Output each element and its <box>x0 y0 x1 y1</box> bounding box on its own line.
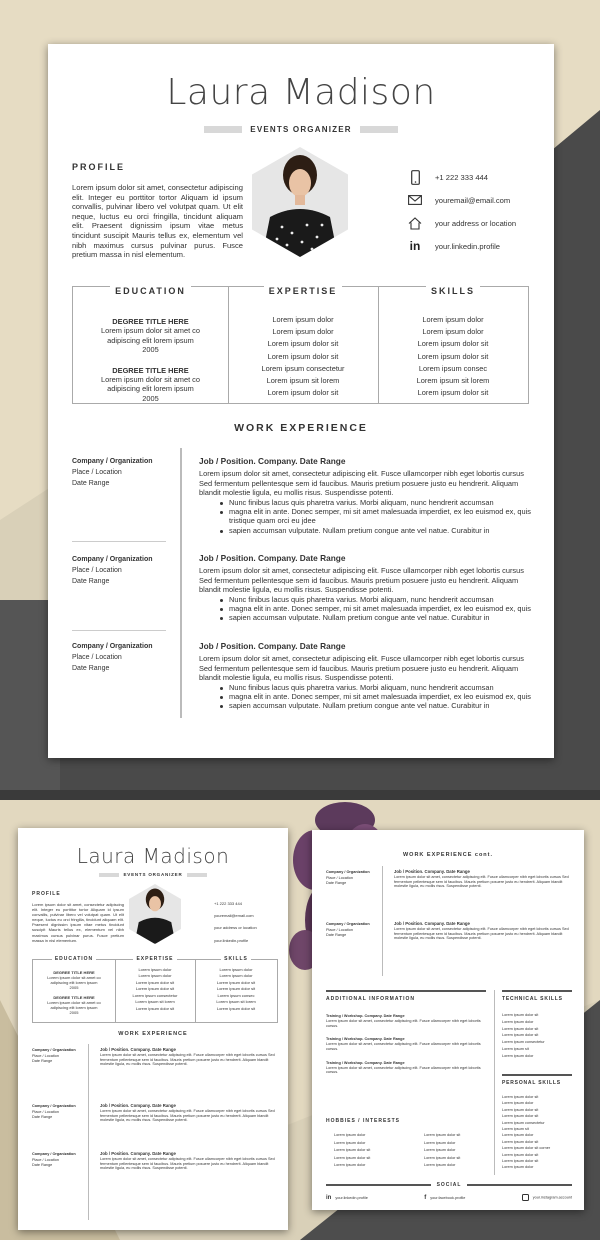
education-column <box>33 956 116 1022</box>
facebook-icon: f <box>424 1194 427 1201</box>
additional-title: ADDITIONAL INFORMATION <box>326 996 416 1002</box>
training-list <box>326 1014 486 1075</box>
email-text[interactable]: youremail@email.com <box>435 195 511 205</box>
social-instagram-text: your.instagram.account <box>532 1195 572 1200</box>
linkedin-text: your.linkedin.profile <box>214 937 249 943</box>
tech-skill-item: Lorem ipsum dolor sit <box>502 1033 539 1038</box>
job-company: Company / Organization <box>72 556 153 563</box>
job-detail <box>100 1048 276 1067</box>
expertise-item: Lorem ipsum dolor <box>138 966 172 972</box>
expertise-item: Lorem ipsum dolor sit <box>267 339 339 349</box>
job-description: Lorem ipsum dolor sit amet, consectetur adipiscing elit. Fusce ullamcorper nibh eget lobortis cursus Sed fermentum pellentesque sem id faucibus. Mauris pretium posuere justo eu hendrerit. Aliquam blandit molestie ligula, eu mollis risus. Suspendisse potenti. <box>100 1156 275 1171</box>
job-company: Company / Organization <box>72 643 153 650</box>
job-detail <box>394 922 572 941</box>
hobbies-right <box>424 1132 460 1170</box>
job-company: Company / Organization <box>32 1048 76 1052</box>
personal-skill-item: Lorem ipsum dolor sit <box>502 1107 539 1112</box>
job-bullet: magna elit in ante. Donec semper, mi sit amet malesuada imperdiet, ex leo euismod ex, quis tristique quam orci eu jdee <box>229 507 534 526</box>
training-text: Lorem ipsum dolor sit amet, consectetur adipiscing elit. Fusce ullamcorper nibh eget lobortis cursus. <box>326 1018 481 1028</box>
skill-item: Lorem ipsum dolor sit <box>216 986 256 991</box>
job-detail <box>199 554 534 623</box>
degree-line: Lorem ipsum dolor sit amet co <box>47 975 101 980</box>
side-divider <box>494 990 495 1175</box>
personal-skill-item: Lorem ipsum dolor <box>502 1133 534 1138</box>
job-date: Date Range <box>32 1163 53 1167</box>
skills-column <box>378 287 528 403</box>
job-date: Date Range <box>72 479 110 487</box>
education-item <box>73 366 228 404</box>
work-experience-title: WORK EXPERIENCE <box>118 1031 188 1037</box>
resume-page-preview-2 <box>312 830 584 1210</box>
education-column <box>73 287 229 403</box>
job-description: Lorem ipsum dolor sit amet, consectetur adipiscing elit. Fusce ullamcorper nibh eget lobortis cursus Sed fermentum pellentesque sem id faucibus. Mauris pretium posuere justo eu hendrerit. Aliquam blandit molestie ligula, eu mollis risus. Suspendisse potenti. <box>394 926 569 941</box>
skills-title: SKILLS <box>221 956 251 963</box>
role-label: EVENTS ORGANIZER <box>123 872 183 877</box>
job-company: Company / Organization <box>326 870 370 874</box>
personal-skills-list <box>502 1094 550 1171</box>
job-meta <box>32 1048 76 1065</box>
job-meta <box>72 457 153 489</box>
skill-item: Lorem ipsum dolor sit <box>417 339 489 349</box>
degree-title: DEGREE TITLE HERE <box>112 317 189 326</box>
job-place: Place / Location <box>72 653 122 661</box>
hobby-item: Lorem ipsum dolor <box>334 1140 366 1145</box>
expertise-column <box>115 956 196 1022</box>
job-company: Company / Organization <box>32 1152 76 1156</box>
contact-phone <box>408 170 488 185</box>
hobbies-title: HOBBIES / INTERESTS <box>326 1118 401 1124</box>
expertise-item: Lorem ipsum dolor <box>272 315 334 324</box>
skill-item: Lorem ipsum dolor sit <box>216 1005 256 1011</box>
job-description: Lorem ipsum dolor sit amet, consectetur adipiscing elit. Fusce ullamcorper nibh eget lobortis cursus Sed fermentum pellentesque sem id faucibus. Mauris pretium posuere justo eu hendrerit. Aliquam blandit molestie ligula, eu mollis risus. Suspendisse potenti. <box>199 566 524 595</box>
address-text: your address or location <box>435 219 517 228</box>
job-description: Lorem ipsum dolor sit amet, consectetur adipiscing elit. Fusce ullamcorper nibh eget lobortis cursus Sed fermentum pellentesque sem id faucibus. Mauris pretium posuere justo eu hendrerit. Aliquam blandit molestie ligula, eu mollis risus. Suspendisse potenti. <box>394 874 569 889</box>
hobby-item: Lorem ipsum dolor sit <box>334 1148 371 1152</box>
expertise-item: Lorem ipsum dolor <box>138 973 172 978</box>
job-bullet: sapien accumsan vulputate. Nullam pretium congue ante vel natue. Curabitur in <box>229 526 534 535</box>
expertise-title: EXPERTISE <box>133 956 176 963</box>
resume-role <box>48 125 554 134</box>
instagram-icon <box>522 1194 529 1201</box>
work-divider <box>88 1044 89 1220</box>
personal-skill-item: Lorem ipsum dolor sit <box>502 1114 539 1119</box>
hobby-item: Lorem ipsum dolor sit <box>334 1155 371 1160</box>
job-bullet: sapien accumsan vulputate. Nullam pretium congue ante vel natue. Curabitur in <box>229 613 534 622</box>
work-cont-title: WORK EXPERIENCE cont. <box>402 852 494 858</box>
job-separator <box>72 541 166 542</box>
additional-rule <box>326 990 486 992</box>
work-experience-title: WORK EXPERIENCE <box>234 422 368 434</box>
profile-photo <box>129 884 181 944</box>
job-meta <box>32 1104 76 1121</box>
tech-skills-list <box>502 1012 545 1060</box>
skill-item: Lorem ipsum consec <box>217 992 255 998</box>
job-place: Place / Location <box>32 1109 60 1114</box>
job-place: Place / Location <box>32 1053 60 1058</box>
expertise-item: Lorem ipsum consectetur <box>261 363 345 373</box>
home-icon <box>408 217 422 230</box>
job-title: Job / Position. Company. Date Range <box>394 869 470 874</box>
phone-icon <box>408 170 422 185</box>
personal-skill-item: Lorem ipsum dolor <box>502 1165 534 1170</box>
degree-line: adipiscing elit lorem ipsum <box>50 980 98 985</box>
social-linkedin[interactable] <box>326 1195 368 1201</box>
profile-photo <box>252 147 348 257</box>
education-expertise-skills-box <box>72 286 529 404</box>
education-title: EDUCATION <box>52 957 96 962</box>
hobby-item: Lorem ipsum dolor sit <box>424 1133 461 1137</box>
resume-name: Laura Madison <box>76 844 230 868</box>
job-bullet: Nunc finibus lacus quis pharetra varius. Morbi aliquam, nunc hendrerit accumsan <box>229 498 534 507</box>
hobby-item: Lorem ipsum dolor <box>424 1140 456 1145</box>
skill-item: Lorem ipsum consec <box>418 363 488 373</box>
job-place: Place / Location <box>72 566 122 574</box>
job-bullet: Nunc finibus lacus quis pharetra varius. Morbi aliquam, nunc hendrerit accumsan <box>229 683 534 692</box>
job-detail <box>394 870 572 889</box>
job-meta <box>72 642 153 674</box>
job-title: Job / Position. Company. Date Range <box>100 1047 176 1052</box>
expertise-title: EXPERTISE <box>264 286 343 296</box>
hobby-item: Lorem ipsum dolor <box>424 1163 456 1167</box>
expertise-item: Lorem ipsum sit lorem <box>266 376 340 386</box>
degree-line: adipiscing elit lorem ipsum <box>107 335 194 345</box>
personal-skill-item: Lorem ipsum consectetur <box>502 1120 545 1125</box>
personal-skills-title: PERSONAL SKILLS <box>502 1080 561 1086</box>
job-separator <box>72 630 166 631</box>
job-meta <box>326 922 370 939</box>
tech-skill-item: Lorem ipsum dolor sit <box>502 1026 539 1031</box>
degree-line: Lorem ipsum dolor sit amet co <box>47 1000 101 1005</box>
skill-item: Lorem ipsum dolor sit <box>417 388 489 398</box>
contact-list <box>214 898 257 947</box>
degree-title: DEGREE TITLE HERE <box>53 995 95 1000</box>
education-item <box>73 317 228 355</box>
personal-skill-item: Lorem ipsum dolor sit <box>502 1139 539 1144</box>
skills-column <box>195 956 277 1022</box>
personal-skill-item: Lorem ipsum dolor sit corner <box>502 1146 551 1151</box>
expertise-item: Lorem ipsum dolor <box>272 327 334 337</box>
expertise-item: Lorem ipsum sit lorem <box>135 999 175 1004</box>
role-label: EVENTS ORGANIZER <box>250 125 352 134</box>
education-expertise-skills-box <box>32 956 278 1023</box>
skills-title: SKILLS <box>426 286 480 296</box>
tech-skill-item: Lorem ipsum dolor <box>502 1019 534 1024</box>
expertise-item: Lorem ipsum dolor sit <box>135 1005 175 1011</box>
personal-skill-item: Lorem ipsum dolor sit <box>502 1159 539 1164</box>
degree-year: 2005 <box>69 985 79 990</box>
job-title: Job / Position. Company. Date Range <box>394 921 470 926</box>
degree-title: DEGREE TITLE HERE <box>53 970 95 975</box>
profile-title: PROFILE <box>72 162 126 172</box>
job-place: Place / Location <box>326 875 354 880</box>
resume-role <box>18 872 288 877</box>
skill-item: Lorem ipsum dolor <box>219 966 253 972</box>
skill-item: Lorem ipsum dolor sit <box>417 351 489 361</box>
social-instagram[interactable] <box>522 1194 572 1201</box>
social-header <box>326 1182 572 1188</box>
social-facebook[interactable] <box>424 1195 465 1201</box>
degree-year: 2005 <box>142 345 159 355</box>
training-title: Training / Workshop. Company. Date Range <box>326 1014 405 1018</box>
training-text: Lorem ipsum dolor sit amet, consectetur adipiscing elit. Fusce ullamcorper nibh eget lobortis cursus. <box>326 1042 481 1051</box>
job-detail <box>100 1152 276 1171</box>
expertise-item: Lorem ipsum dolor sit <box>135 979 175 985</box>
skill-item: Lorem ipsum sit lorem <box>216 999 256 1004</box>
personal-skill-item: Lorem ipsum sit <box>502 1127 529 1132</box>
degree-title: DEGREE TITLE HERE <box>112 365 189 375</box>
expertise-item: Lorem ipsum dolor sit <box>267 388 339 398</box>
skill-item: Lorem ipsum dolor <box>422 315 484 324</box>
job-company: Company / Organization <box>326 922 370 926</box>
expertise-item: Lorem ipsum dolor sit <box>267 351 339 361</box>
job-title: Job / Position. Company. Date Range <box>199 456 346 466</box>
job-date: Date Range <box>72 577 110 585</box>
resume-page-main <box>48 44 554 758</box>
profile-text: Lorem ipsum dolor sit amet, consectetur adipiscing elit. Integer eu porttitor tortor Aliquam id ipsum convallis, pulvinar libero vel volutpat quam. Ut elit neque, luctus eu orci fringilla, tincidunt aliquam elit. Praesent dignissim ipsum vitae metus tincidunt suscipit Mauris tellus ex, elementum vel nibh maximus cursus pulvinar purus. Fusce pretium massa in nisl elementum. <box>32 902 124 943</box>
hobby-item: Lorem ipsum dolor <box>334 1133 366 1137</box>
job-meta <box>326 870 370 887</box>
job-title: Job / Position. Company. Date Range <box>199 553 346 563</box>
contact-email <box>408 195 510 205</box>
degree-line: Lorem ipsum dolor sit amet co <box>101 375 200 385</box>
job-place: Place / Location <box>32 1157 60 1162</box>
profile-text: Lorem ipsum dolor sit amet, consectetur adipiscing elit. Integer eu porttitor tortor Aliquam id ipsum convallis, pulvinar libero vel volutpat quam. Ut elit neque, luctus eu orci fringilla, tincidunt aliquam elit. Praesent dignissim ipsum vitae metus tincidunt suscipit Mauris tellus ex, elementum vel nibh maximus cursus pulvinar purus. Fusce pretium massa in nisl elementum. <box>72 183 243 260</box>
degree-line: Lorem ipsum dolor sit amet co <box>101 326 200 336</box>
job-date: Date Range <box>32 1115 53 1119</box>
hobby-item: Lorem ipsum dolor <box>334 1163 366 1167</box>
training-title: Training / Workshop. Company. Date Range <box>326 1060 405 1065</box>
linkedin-icon: in <box>409 239 421 253</box>
address-text: your address or location <box>214 925 257 931</box>
contact-linkedin <box>408 239 500 253</box>
job-date: Date Range <box>72 664 110 672</box>
expertise-column <box>228 287 379 403</box>
email-text: youremail@email.com <box>214 913 254 919</box>
skill-item: Lorem ipsum dolor <box>219 973 253 978</box>
job-company: Company / Organization <box>32 1104 76 1108</box>
skill-item: Lorem ipsum sit lorem <box>416 376 490 386</box>
profile-title: PROFILE <box>32 891 61 897</box>
expertise-item: Lorem ipsum dolor sit <box>135 986 175 991</box>
job-title: Job / Position. Company. Date Range <box>199 641 346 651</box>
personal-skill-item: Lorem ipsum dolor sit <box>502 1152 539 1157</box>
tech-skill-item: Lorem ipsum dolor <box>502 1053 534 1058</box>
degree-year: 2005 <box>69 1010 79 1015</box>
linkedin-text[interactable]: your.linkedin.profile <box>435 241 501 251</box>
hobby-item: Lorem ipsum dolor <box>424 1148 456 1152</box>
degree-year: 2005 <box>142 393 159 403</box>
job-bullet: sapien accumsan vulputate. Nullam pretium congue ante vel natue. Curabitur in <box>229 701 534 710</box>
work-divider <box>180 448 182 718</box>
job-bullet: magna elit in ante. Donec semper, mi sit amet malesuada imperdiet, ex leo euismod ex, quis <box>229 692 534 701</box>
education-title: EDUCATION <box>110 286 191 296</box>
job-description: Lorem ipsum dolor sit amet, consectetur adipiscing elit. Fusce ullamcorper nibh eget lobortis cursus Sed fermentum pellentesque sem id faucibus. Mauris pretium posuere justo eu hendrerit. Aliquam blandit molestie ligula, eu mollis risus. Suspendisse potenti. <box>199 469 524 498</box>
linkedin-icon: in <box>326 1194 332 1201</box>
job-date: Date Range <box>326 933 347 937</box>
tech-rule <box>502 990 572 992</box>
hobbies-left <box>334 1132 370 1170</box>
job-date: Date Range <box>326 881 347 885</box>
job-title: Job / Position. Company. Date Range <box>100 1151 176 1156</box>
training-title: Training / Workshop. Company. Date Range <box>326 1037 405 1042</box>
tech-skills-title: TECHNICAL SKILLS <box>502 996 563 1002</box>
job-company: Company / Organization <box>72 458 153 465</box>
job-date: Date Range <box>32 1059 53 1063</box>
job-place: Place / Location <box>72 468 122 476</box>
personal-skill-item: Lorem ipsum dolor <box>502 1101 534 1106</box>
job-detail <box>100 1104 276 1123</box>
skill-item: Lorem ipsum dolor sit <box>216 979 256 985</box>
degree-line: adipiscing elit lorem ipsum <box>107 384 194 394</box>
job-bullet: magna elit in ante. Donec semper, mi sit amet malesuada imperdiet, ex leo euismod ex, quis <box>229 604 534 613</box>
job-description: Lorem ipsum dolor sit amet, consectetur adipiscing elit. Fusce ullamcorper nibh eget lobortis cursus Sed fermentum pellentesque sem id faucibus. Mauris pretium posuere justo eu hendrerit. Aliquam blandit molestie ligula, eu mollis risus. Suspendisse potenti. <box>100 1052 275 1067</box>
work-divider <box>382 866 383 976</box>
job-description: Lorem ipsum dolor sit amet, consectetur adipiscing elit. Fusce ullamcorper nibh eget lobortis cursus Sed fermentum pellentesque sem id faucibus. Mauris pretium posuere justo eu hendrerit. Aliquam blandit molestie ligula, eu mollis risus. Suspendisse potenti. <box>100 1108 275 1123</box>
email-icon <box>408 195 422 205</box>
contact-address <box>408 217 516 230</box>
social-linkedin-text: your.linkedin.profile <box>335 1195 368 1200</box>
resume-page-preview-1 <box>18 828 288 1230</box>
social-links <box>326 1194 572 1201</box>
hobby-item: Lorem ipsum dolor sit <box>424 1155 461 1160</box>
expertise-item: Lorem ipsum consectetur <box>132 992 178 998</box>
tech-skill-item: Lorem ipsum consectetur <box>502 1040 545 1045</box>
job-title: Job / Position. Company. Date Range <box>100 1103 176 1108</box>
job-meta <box>32 1152 76 1169</box>
degree-line: adipiscing elit lorem ipsum <box>50 1005 98 1010</box>
job-place: Place / Location <box>326 927 354 932</box>
training-text: Lorem ipsum dolor sit amet, consectetur adipiscing elit. Fusce ullamcorper nibh eget lobortis cursus. <box>326 1065 481 1075</box>
skill-item: Lorem ipsum dolor <box>422 327 484 337</box>
social-facebook-text: your.facebook.profile <box>430 1195 466 1200</box>
job-detail <box>199 642 534 711</box>
personal-skill-item: Lorem ipsum dolor sit <box>502 1095 539 1099</box>
job-bullet: Nunc finibus lacus quis pharetra varius. Morbi aliquam, nunc hendrerit accumsan <box>229 595 534 604</box>
personal-rule <box>502 1074 572 1076</box>
job-detail <box>199 457 534 535</box>
phone-text: +1 222 333 444 <box>214 901 242 906</box>
job-description: Lorem ipsum dolor sit amet, consectetur adipiscing elit. Fusce ullamcorper nibh eget lobortis cursus Sed fermentum pellentesque sem id faucibus. Mauris pretium posuere justo eu hendrerit. Aliquam blandit molestie ligula, eu mollis risus. Suspendisse potenti. <box>199 654 524 683</box>
tech-skill-item: Lorem ipsum dolor sit <box>502 1013 539 1017</box>
resume-name: Laura Madison <box>166 72 436 113</box>
tech-skill-item: Lorem ipsum sit <box>502 1046 529 1051</box>
job-meta <box>72 555 153 587</box>
social-title: SOCIAL <box>436 1182 462 1188</box>
phone-text: +1 222 333 444 <box>435 173 488 182</box>
